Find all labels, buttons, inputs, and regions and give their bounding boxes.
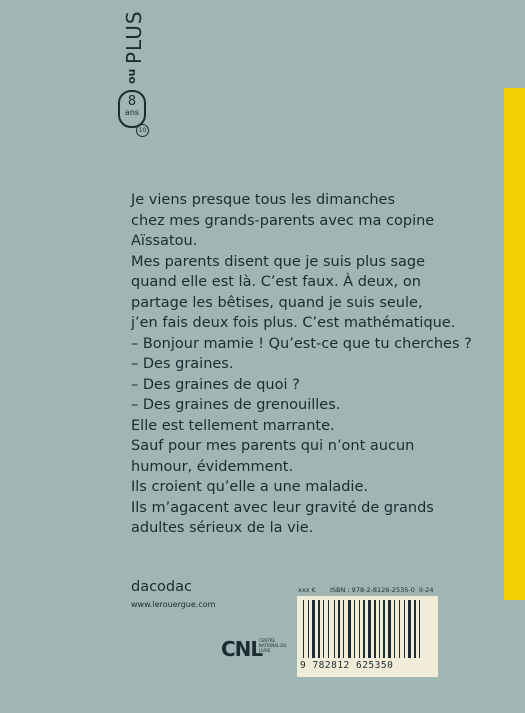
series-or-text: ou (125, 68, 138, 84)
series-plus-text: PLUS (122, 10, 146, 64)
blurb-line: Je viens presque tous les dimanches (131, 192, 396, 208)
cnl-subtitle: CENTRE NATIONAL DU LIVRE (259, 638, 287, 653)
blurb-line: j’en fais deux fois plus. C’est mathématique. (131, 315, 456, 331)
blurb-line: – Des graines de grenouilles. (131, 397, 341, 413)
blurb-line: Sauf pour mes parents qui n’ont aucun (131, 438, 415, 454)
isbn: ISBN : 978-2-8126-2535-0 (330, 586, 415, 594)
blurb-line: quand elle est là. C’est faux. À deux, on (131, 274, 421, 290)
blurb-line: humour, évidemment. (131, 458, 294, 475)
blurb-line: Mes parents disent que je suis plus sage (131, 253, 426, 270)
back-cover-blurb (131, 190, 472, 539)
catalog-code: II-24 (419, 586, 434, 594)
cnl-logo: CNL (221, 637, 263, 661)
barcode-digits: 9 782812 625350 (300, 660, 394, 671)
blurb-line: – Des graines. (131, 356, 234, 372)
yellow-accent-band (504, 88, 525, 600)
age-number: 8 (127, 94, 137, 109)
blurb-line: Ils m’agacent avec leur gravité de grands (131, 499, 434, 516)
price: xxx € (298, 586, 316, 594)
blurb-line: Aïssatou. (131, 233, 198, 249)
blurb-line: Elle est tellement marrante. (131, 417, 335, 434)
blurb-line: chez mes grands-parents avec ma copine (131, 212, 435, 229)
age-badge (118, 90, 146, 128)
blurb-line: adultes sérieux de la vie. (131, 520, 314, 536)
age-unit: ans (124, 108, 140, 117)
blurb-line: – Des graines de quoi ? (131, 376, 300, 393)
blurb-line: partage les bêtises, quand je suis seule, (131, 294, 423, 311)
publisher-website[interactable]: www.lerouergue.com (131, 600, 216, 609)
publisher-name: dacodac (131, 579, 192, 595)
blurb-line: – Bonjour mamie ! Qu’est-ce que tu cherches ? (131, 335, 472, 352)
circle-mark: 10 (136, 124, 149, 137)
blurb-line: Ils croient qu’elle a une maladie. (131, 479, 368, 495)
